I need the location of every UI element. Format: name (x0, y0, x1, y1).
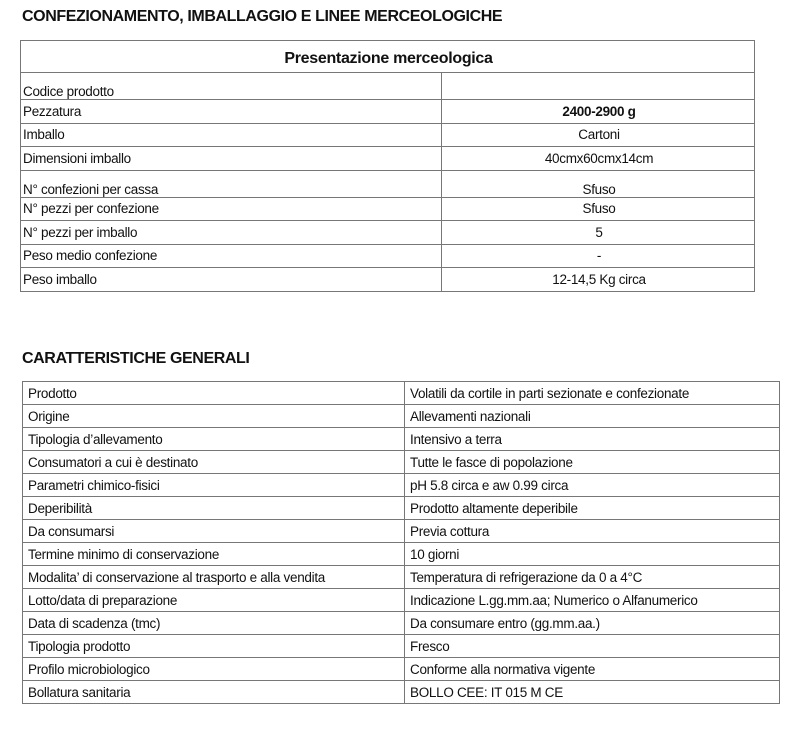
row-label: Termine minimo di conservazione (23, 543, 405, 566)
row-value: Volatili da cortile in parti sezionate e confezionate (405, 382, 780, 405)
table-row (23, 520, 780, 543)
table-row (21, 268, 755, 292)
row-value: Allevamenti nazionali (405, 405, 780, 428)
row-value: Previa cottura (405, 520, 780, 543)
row-value: BOLLO CEE: IT 015 M CE (405, 681, 780, 704)
table-row (23, 566, 780, 589)
row-label: Da consumarsi (23, 520, 405, 543)
row-label: Imballo (21, 123, 442, 147)
row-value: 40cmx60cmx14cm (442, 147, 755, 171)
row-value: Sfuso (442, 170, 755, 197)
table-row (23, 497, 780, 520)
row-label: Bollatura sanitaria (23, 681, 405, 704)
row-value: Cartoni (442, 123, 755, 147)
table-row (21, 244, 755, 268)
row-label: Origine (23, 405, 405, 428)
row-label: Consumatori a cui è destinato (23, 451, 405, 474)
table-row (21, 147, 755, 171)
row-label: Modalita’ di conservazione al trasporto e alla vendita (23, 566, 405, 589)
row-value (442, 73, 755, 100)
table-row (23, 635, 780, 658)
row-value: 12-14,5 Kg circa (442, 268, 755, 292)
table-row (23, 451, 780, 474)
table-row (23, 474, 780, 497)
row-label: N° confezioni per cassa (21, 170, 442, 197)
caratteristiche-generali-table (22, 381, 780, 704)
table-row (23, 612, 780, 635)
row-value: Intensivo a terra (405, 428, 780, 451)
table-row (21, 170, 755, 197)
table-row (21, 197, 755, 221)
row-value: Tutte le fasce di popolazione (405, 451, 780, 474)
row-label: Lotto/data di preparazione (23, 589, 405, 612)
table-row (21, 100, 755, 124)
row-value: 5 (442, 221, 755, 245)
row-label: Dimensioni imballo (21, 147, 442, 171)
table-row (23, 589, 780, 612)
presentazione-merceologica-table (20, 40, 755, 292)
row-value: Conforme alla normativa vigente (405, 658, 780, 681)
row-label: Data di scadenza (tmc) (23, 612, 405, 635)
row-label: Profilo microbiologico (23, 658, 405, 681)
row-value: 2400-2900 g (442, 100, 755, 124)
row-label: Pezzatura (21, 100, 442, 124)
table-header: Presentazione merceologica (21, 41, 755, 73)
table-row (21, 123, 755, 147)
table-row (23, 658, 780, 681)
row-label: N° pezzi per confezione (21, 197, 442, 221)
table-row (23, 543, 780, 566)
row-label: Parametri chimico-fisici (23, 474, 405, 497)
row-value: pH 5.8 circa e aw 0.99 circa (405, 474, 780, 497)
row-label: Tipologia d’allevamento (23, 428, 405, 451)
row-label: Deperibilità (23, 497, 405, 520)
row-label: Peso medio confezione (21, 244, 442, 268)
table-row (21, 221, 755, 245)
row-value: 10 giorni (405, 543, 780, 566)
row-value: Sfuso (442, 197, 755, 221)
row-label: Peso imballo (21, 268, 442, 292)
row-value: Da consumare entro (gg.mm.aa.) (405, 612, 780, 635)
row-value: Indicazione L.gg.mm.aa; Numerico o Alfanumerico (405, 589, 780, 612)
row-label: Prodotto (23, 382, 405, 405)
table-row (23, 428, 780, 451)
row-label: Tipologia prodotto (23, 635, 405, 658)
table-row (23, 405, 780, 428)
table-row (21, 73, 755, 100)
row-label: N° pezzi per imballo (21, 221, 442, 245)
table-row (23, 382, 780, 405)
table-row (23, 681, 780, 704)
row-value: - (442, 244, 755, 268)
row-value: Fresco (405, 635, 780, 658)
section-title-confezionamento: CONFEZIONAMENTO, IMBALLAGGIO E LINEE MERCEOLOGICHE (22, 8, 503, 25)
row-value: Prodotto altamente deperibile (405, 497, 780, 520)
row-value: Temperatura di refrigerazione da 0 a 4°C (405, 566, 780, 589)
row-label: Codice prodotto (21, 73, 442, 100)
section-title-caratteristiche: CARATTERISTICHE GENERALI (22, 350, 250, 367)
